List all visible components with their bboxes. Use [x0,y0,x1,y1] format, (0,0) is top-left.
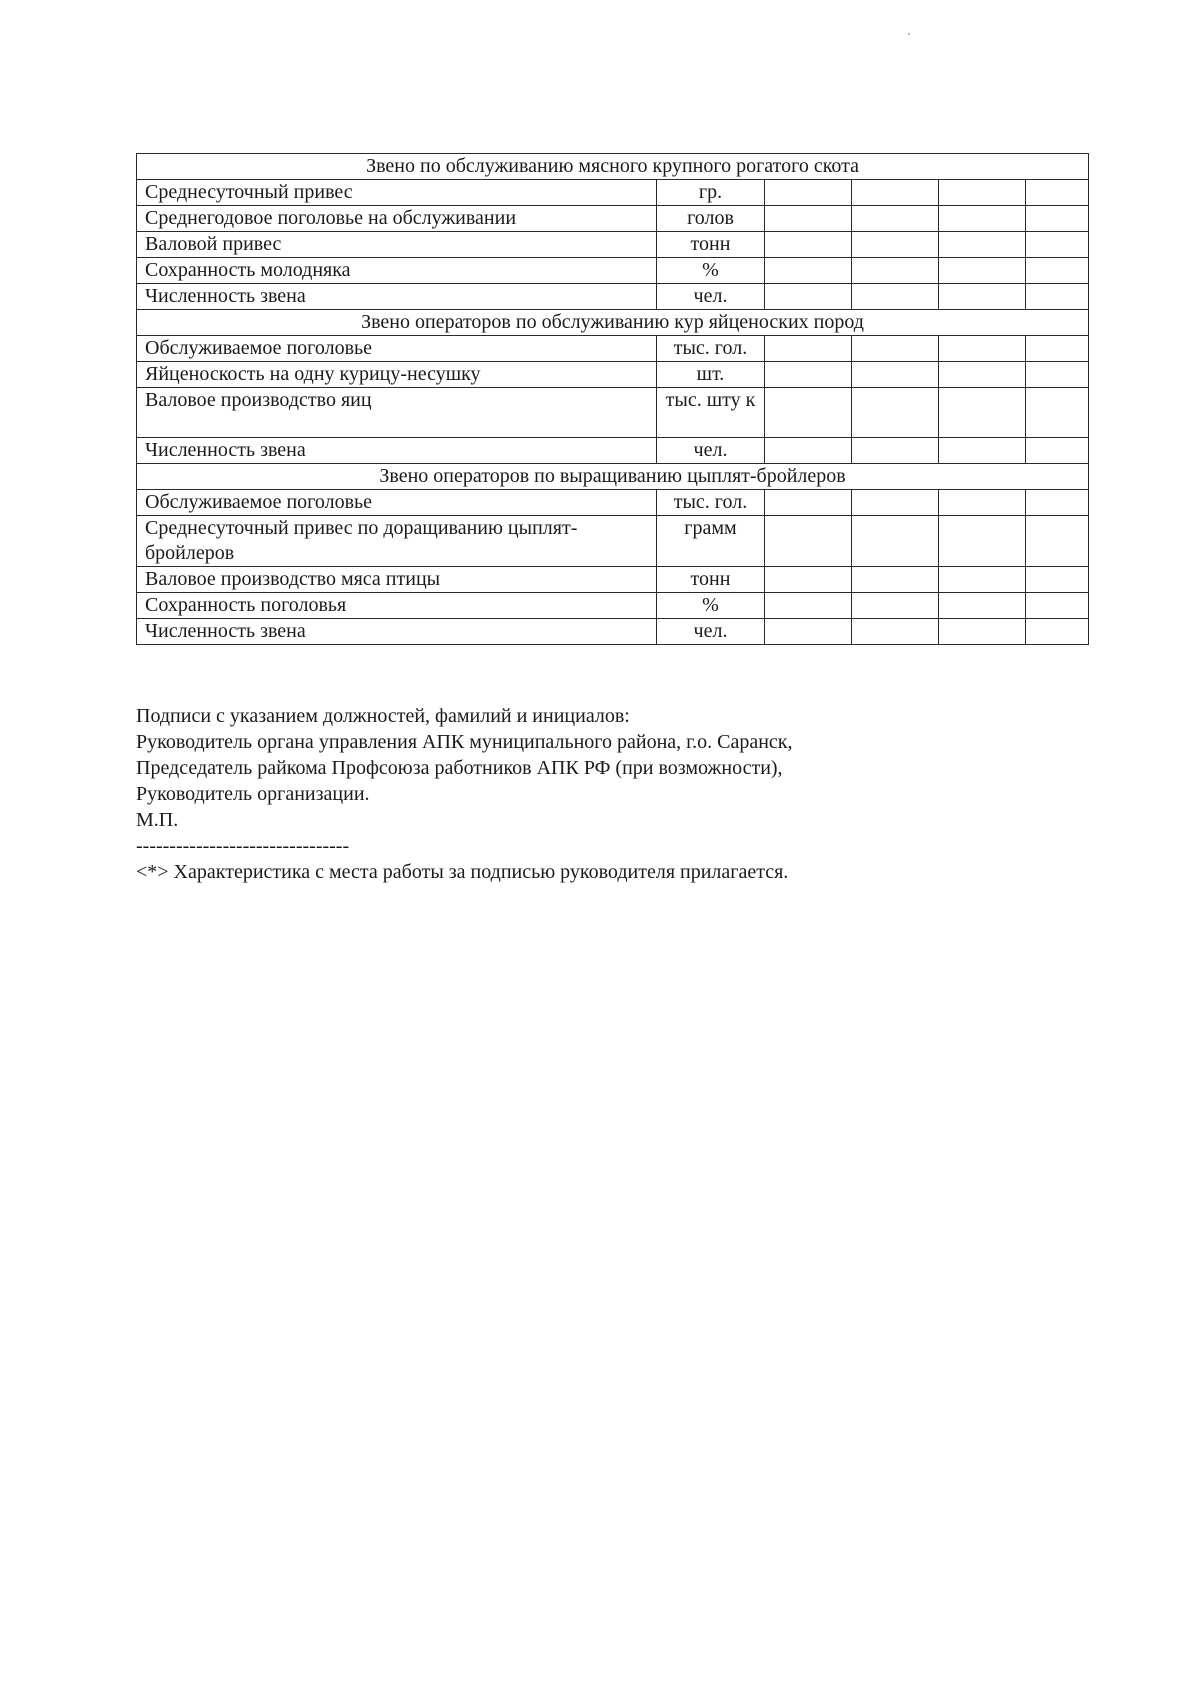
table-row [137,362,1089,388]
table-row [137,336,1089,362]
indicator-cell: Валовой привес [137,232,657,258]
value-cell [765,567,852,593]
unit-cell: голов [657,206,765,232]
value-cell [852,232,939,258]
value-cell [765,516,852,567]
value-cell [852,284,939,310]
section-title: Звено операторов по обслуживанию кур яйценоских пород [137,310,1089,336]
signatures-heading: Подписи с указанием должностей, фамилий и инициалов: [136,705,630,727]
unit-cell: чел. [657,284,765,310]
unit-cell: тыс. шту к [657,388,765,438]
table-row [137,593,1089,619]
footnote: <*> Характеристика с места работы за подписью руководителя прилагается. [136,861,789,883]
value-cell [852,388,939,438]
table-row [137,388,1089,438]
value-cell [939,593,1026,619]
value-cell [765,206,852,232]
value-cell [1026,284,1089,310]
indicator-cell: Сохранность поголовья [137,593,657,619]
indicators-table [136,153,1089,645]
unit-cell: гр. [657,180,765,206]
signatures-block [136,703,1096,885]
table-row [137,206,1089,232]
value-cell [1026,593,1089,619]
unit-cell: тонн [657,567,765,593]
value-cell [852,258,939,284]
indicator-cell: Сохранность молодняка [137,258,657,284]
unit-cell: % [657,258,765,284]
value-cell [1026,567,1089,593]
value-cell [852,206,939,232]
indicator-cell: Среднесуточный привес [137,180,657,206]
value-cell [765,362,852,388]
value-cell [1026,516,1089,567]
indicator-cell: Численность звена [137,619,657,645]
value-cell [939,516,1026,567]
section-header-row [137,464,1089,490]
value-cell [939,438,1026,464]
value-cell [852,593,939,619]
value-cell [1026,336,1089,362]
table-row [137,567,1089,593]
value-cell [939,180,1026,206]
section-header-row [137,310,1089,336]
unit-cell: тонн [657,232,765,258]
unit-cell: тыс. гол. [657,490,765,516]
value-cell [765,490,852,516]
unit-cell: шт. [657,362,765,388]
value-cell [939,388,1026,438]
indicator-cell: Яйценоскость на одну курицу-несушку [137,362,657,388]
table-row [137,619,1089,645]
value-cell [939,206,1026,232]
value-cell [939,619,1026,645]
indicator-cell: Валовое производство мяса птицы [137,567,657,593]
value-cell [1026,258,1089,284]
value-cell [852,516,939,567]
value-cell [939,232,1026,258]
value-cell [1026,232,1089,258]
indicator-cell: Среднесуточный привес по доращиванию цыплят-бройлеров [137,516,657,567]
value-cell [852,336,939,362]
indicator-cell: Валовое производство яиц [137,388,657,438]
signature-line-apk-head: Руководитель органа управления АПК муниципального района, г.о. Саранск, [136,731,793,753]
value-cell [939,490,1026,516]
table-row [137,516,1089,567]
indicator-cell: Обслуживаемое поголовье [137,336,657,362]
value-cell [852,567,939,593]
footnote-divider: -------------------------------- [136,835,350,857]
section-title: Звено по обслуживанию мясного крупного рогатого скота [137,154,1089,180]
unit-cell: чел. [657,619,765,645]
value-cell [765,388,852,438]
value-cell [1026,490,1089,516]
table-row [137,180,1089,206]
value-cell [765,593,852,619]
value-cell [765,284,852,310]
table-row [137,232,1089,258]
value-cell [852,180,939,206]
value-cell [939,284,1026,310]
indicator-cell: Численность звена [137,284,657,310]
unit-cell: тыс. гол. [657,336,765,362]
value-cell [939,567,1026,593]
table-row [137,258,1089,284]
table-row [137,438,1089,464]
value-cell [852,490,939,516]
value-cell [939,336,1026,362]
value-cell [765,438,852,464]
unit-cell: % [657,593,765,619]
indicator-cell: Обслуживаемое поголовье [137,490,657,516]
unit-cell: чел. [657,438,765,464]
stamp-placeholder: М.П. [136,809,179,831]
value-cell [852,619,939,645]
section-title: Звено операторов по выращиванию цыплят-бройлеров [137,464,1089,490]
value-cell [1026,619,1089,645]
value-cell [765,336,852,362]
value-cell [1026,206,1089,232]
unit-cell: грамм [657,516,765,567]
signature-line-org-head: Руководитель организации. [136,783,370,805]
value-cell [1026,362,1089,388]
value-cell [765,180,852,206]
value-cell [939,258,1026,284]
section-header-row [137,154,1089,180]
value-cell [765,258,852,284]
value-cell [765,232,852,258]
value-cell [765,619,852,645]
value-cell [1026,438,1089,464]
value-cell [1026,388,1089,438]
value-cell [852,362,939,388]
signature-line-union-chair: Председатель райкома Профсоюза работников АПК РФ (при возможности), [136,757,783,779]
indicator-cell: Среднегодовое поголовье на обслуживании [137,206,657,232]
indicator-cell: Численность звена [137,438,657,464]
table-row [137,284,1089,310]
table-row [137,490,1089,516]
value-cell [852,438,939,464]
value-cell [1026,180,1089,206]
value-cell [939,362,1026,388]
scan-speck [908,33,910,35]
